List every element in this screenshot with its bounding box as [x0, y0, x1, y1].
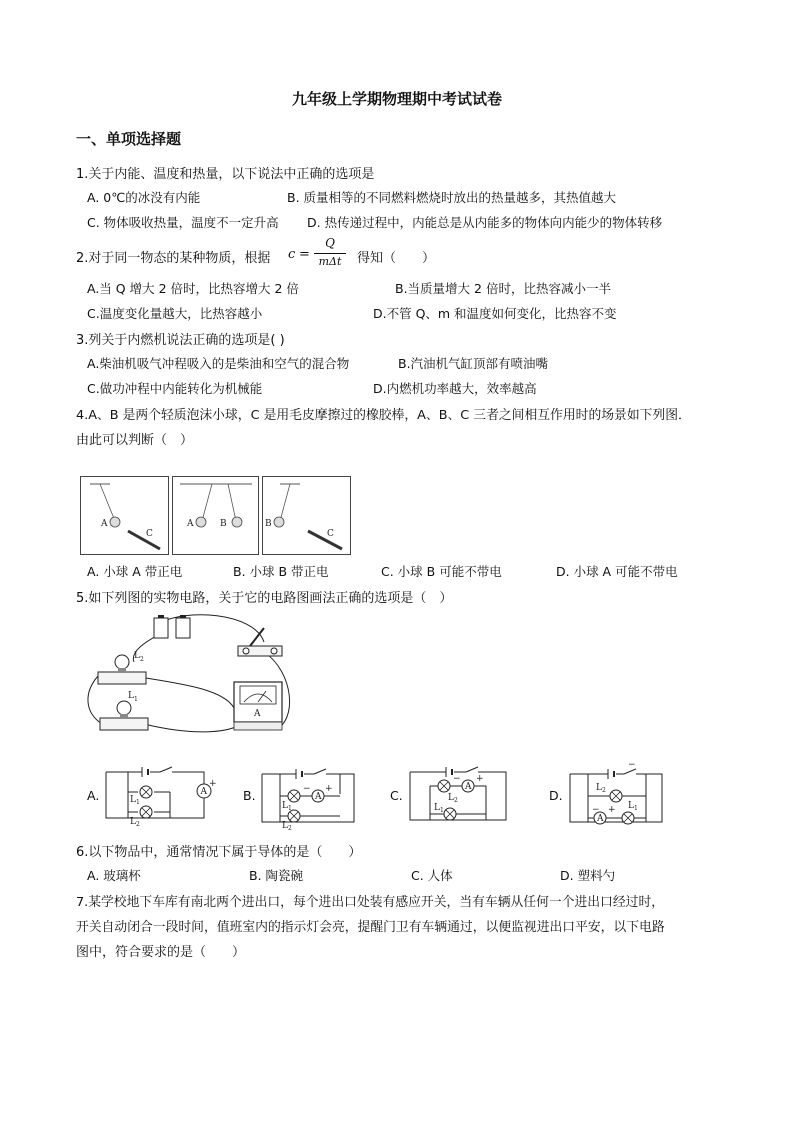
q1-option-d: D. 热传递过程中，内能总是从内能多的物体向内能少的物体转移 — [307, 215, 663, 230]
svg-text:−: − — [628, 760, 636, 770]
q4-option-c: C. 小球 B 可能不带电 — [381, 564, 502, 579]
q5-circuit-a — [100, 764, 217, 828]
q1-option-c: C. 物体吸收热量，温度不一定升高 — [87, 215, 279, 230]
q3-option-a: A.柴油机吸气冲程吸入的是柴油和空气的混合物 — [87, 356, 350, 371]
q5-option-d-label: D. — [549, 788, 563, 803]
lamp-l2-label: $L_2$ — [134, 651, 144, 663]
lamp-l1-label: $L_1$ — [128, 691, 138, 703]
svg-text:L2: $L_2$ — [282, 821, 292, 832]
q4-panel-2 — [173, 477, 259, 555]
q1-option-a: A. 0℃的冰没有内能 — [87, 190, 201, 205]
formula-numerator: Q — [325, 236, 335, 250]
q5-circuit-d — [566, 762, 666, 828]
q4-p2-label-b: B — [220, 519, 227, 529]
q4-p1-label-c: C — [146, 529, 153, 539]
specific-heat-formula — [288, 236, 350, 272]
q7-line-2: 开关自动闭合一段时间，值班室内的指示灯会亮，提醒门卫有车辆通过，以便监视进出口平安，以下电路 — [76, 920, 665, 935]
svg-text:L1: $L_1$ — [130, 795, 140, 806]
q5-option-a-label: A. — [87, 788, 100, 803]
q2-option-c: C.温度变化量越大，比热容越小 — [87, 306, 263, 321]
q2-stem-end: 得知（ ） — [357, 251, 436, 266]
ammeter-icon — [234, 682, 282, 730]
q2-option-d: D.不管 Q、m 和温度如何变化，比热容不变 — [373, 306, 617, 321]
q7-line-1: 7.某学校地下车库有南北两个进出口，每个进出口处装有感应开关，当有车辆从任何一个进出口经过时， — [76, 895, 665, 910]
formula-denominator: mΔt — [318, 255, 342, 268]
q5-circuit-c — [406, 764, 512, 830]
page-title: 九年级上学期物理期中考试试卷 — [291, 90, 502, 108]
fraction-bar — [314, 253, 346, 254]
q5-circuit-b — [258, 766, 358, 832]
svg-text:+: + — [476, 774, 484, 784]
q4-stem-line2: 由此可以判断（ ） — [76, 433, 194, 448]
svg-text:+: + — [209, 779, 217, 789]
q6-option-b: B. 陶瓷碗 — [249, 868, 304, 883]
q4-p1-label-a: A — [101, 519, 108, 529]
svg-text:+: + — [608, 805, 616, 815]
knife-switch-icon — [238, 628, 282, 656]
q4-figure — [80, 476, 352, 556]
q3-stem: 3.列关于内燃机说法正确的选项是( ) — [76, 333, 285, 348]
svg-text:A: A — [200, 787, 207, 797]
q4-option-d: D. 小球 A 可能不带电 — [556, 564, 678, 579]
lamp-l1-icon — [100, 691, 148, 730]
svg-text:L1: $L_1$ — [628, 801, 638, 812]
q6-option-d: D. 塑料勺 — [560, 868, 616, 883]
formula-c: c — [288, 247, 296, 262]
q4-panel-3 — [263, 477, 351, 555]
q6-option-c: C. 人体 — [411, 868, 453, 883]
svg-text:A: A — [465, 782, 472, 792]
q1-option-b: B. 质量相等的不同燃料燃烧时放出的热量越多，其热值越大 — [287, 190, 617, 205]
svg-text:A: A — [315, 792, 322, 802]
q7-line-3: 图中，符合要求的是（ ） — [76, 945, 246, 960]
formula-equals: = — [299, 247, 310, 262]
q4-option-a: A. 小球 A 带正电 — [87, 564, 183, 579]
q5-option-b-label: B. — [243, 788, 256, 803]
ammeter-photo-label: A — [254, 709, 261, 719]
q5-option-c-label: C. — [390, 788, 403, 803]
svg-text:−: − — [592, 805, 600, 815]
q5-stem: 5.如下列图的实物电路，关于它的电路图画法正确的选项是（ ） — [76, 591, 453, 606]
q4-option-b: B. 小球 B 带正电 — [233, 564, 329, 579]
q3-option-b: B.汽油机气缸顶部有喷油嘴 — [398, 356, 549, 371]
q2-option-a: A.当 Q 增大 2 倍时，比热容增大 2 倍 — [87, 281, 299, 296]
q2-stem: 2.对于同一物态的某种物质，根据 — [76, 251, 271, 266]
q4-panel-1 — [81, 477, 169, 555]
q5-physical-circuit — [84, 612, 302, 744]
q4-p3-label-c: C — [327, 529, 334, 539]
section-heading: 一、单项选择题 — [76, 130, 182, 148]
q4-p2-label-a: A — [187, 519, 194, 529]
svg-text:−: − — [453, 774, 461, 784]
q2-option-b: B.当质量增大 2 倍时，比热容减小一半 — [395, 281, 611, 296]
svg-text:L2: $L_2$ — [596, 783, 606, 794]
q4-stem-line1: 4.A、B 是两个轻质泡沫小球，C 是用毛皮摩擦过的橡胶棒，A、B、C 三者之间相互作用时的场景如下列图． — [76, 408, 691, 423]
svg-text:L1: $L_1$ — [282, 801, 292, 812]
q1-stem: 1.关于内能、温度和热量，以下说法中正确的选项是 — [76, 167, 375, 182]
q3-option-c: C.做功冲程中内能转化为机械能 — [87, 381, 263, 396]
q4-p3-label-b: B — [265, 519, 272, 529]
svg-text:L2: $L_2$ — [130, 817, 140, 828]
svg-text:−: − — [303, 784, 311, 794]
lamp-l2-icon — [98, 651, 146, 684]
q6-stem: 6.以下物品中，通常情况下属于导体的是（ ） — [76, 845, 362, 860]
svg-text:L1: $L_1$ — [434, 803, 444, 814]
svg-text:L2: $L_2$ — [448, 793, 458, 804]
svg-text:A: A — [597, 814, 604, 824]
q3-option-d: D.内燃机功率越大，效率越高 — [373, 381, 537, 396]
q6-option-a: A. 玻璃杯 — [87, 868, 141, 883]
svg-text:+: + — [325, 784, 333, 794]
